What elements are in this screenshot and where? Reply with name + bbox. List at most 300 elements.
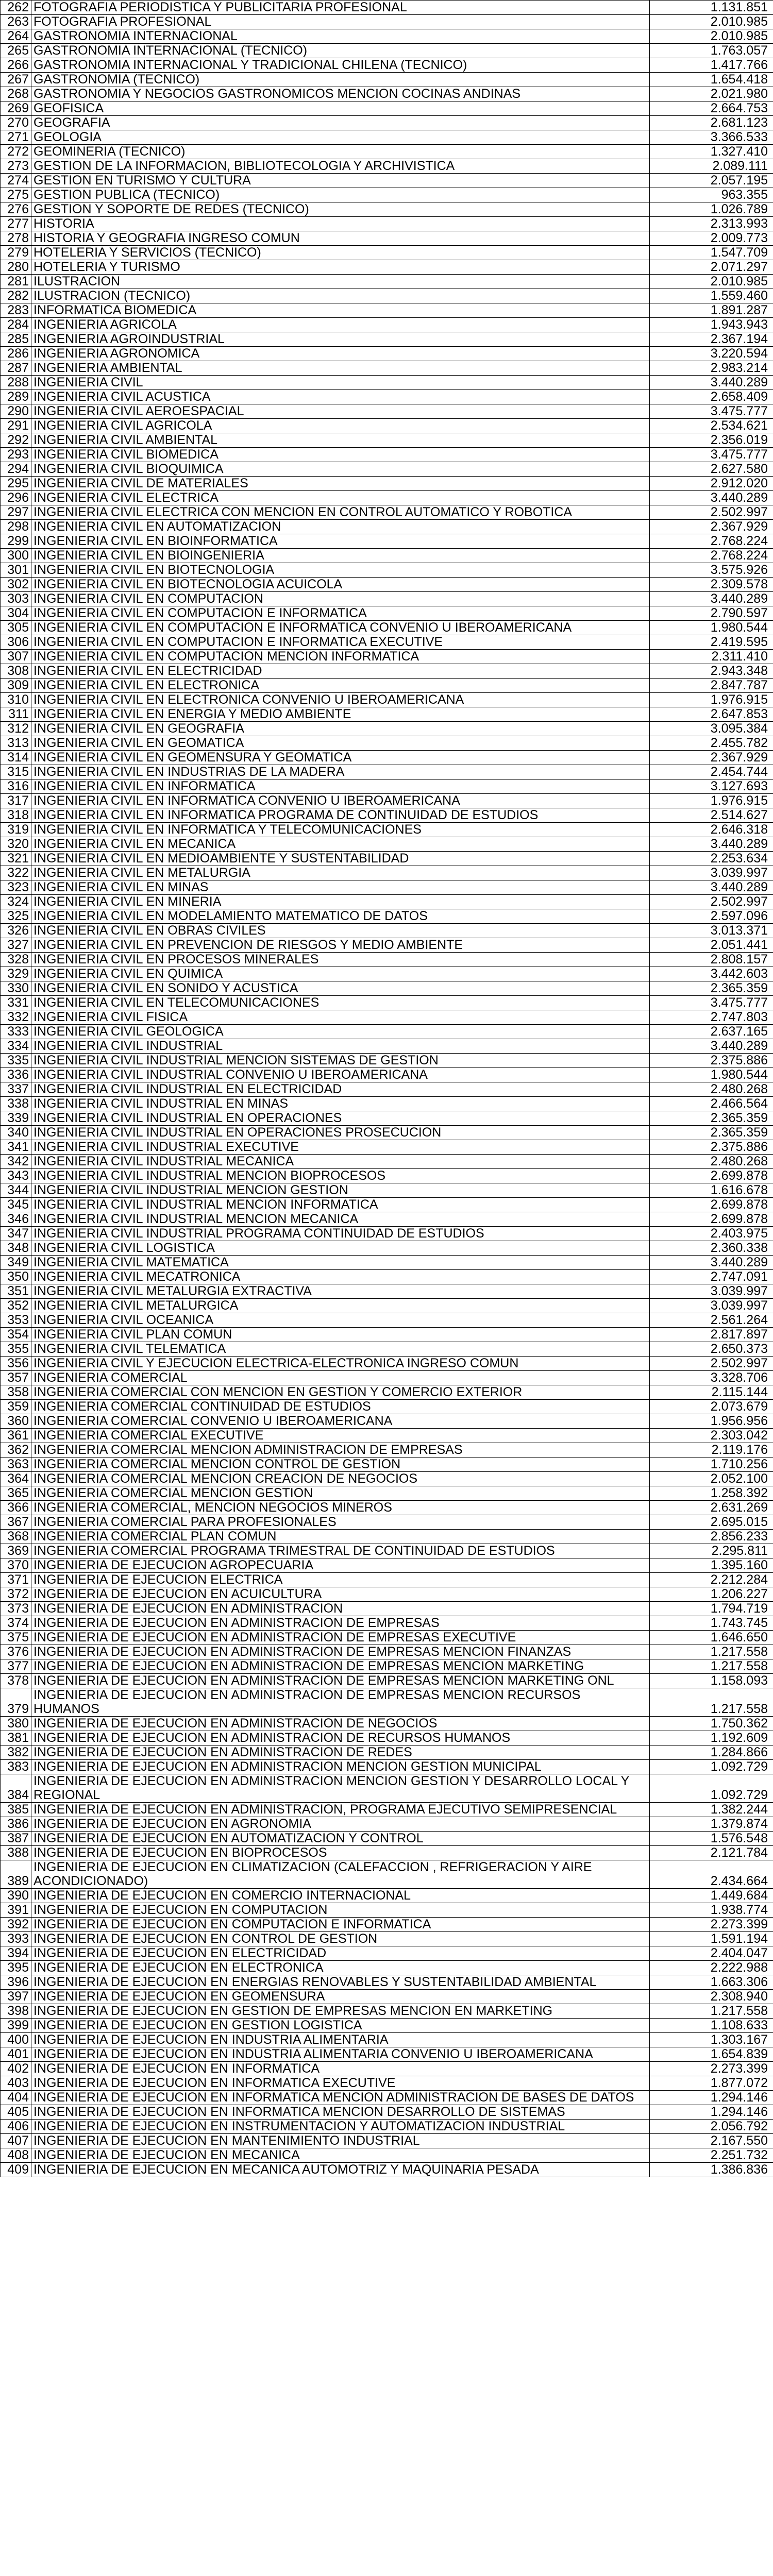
amount-cell[interactable]: 2.480.268	[650, 1082, 773, 1097]
row-number-cell[interactable]: 377	[1, 1659, 31, 1674]
program-name-cell[interactable]: INGENIERIA CIVIL ELECTRICA CON MENCION EN CONTROL AUTOMATICO Y ROBOTICA	[31, 505, 650, 520]
program-name-cell[interactable]: INGENIERIA DE EJECUCION EN INFORMATICA MENCION DESARROLLO DE SISTEMAS	[31, 2105, 650, 2120]
amount-cell[interactable]: 2.480.268	[650, 1155, 773, 1169]
amount-cell[interactable]: 2.403.975	[650, 1227, 773, 1241]
row-number-cell[interactable]: 287	[1, 361, 31, 376]
amount-cell[interactable]: 1.891.287	[650, 303, 773, 318]
row-number-cell[interactable]: 285	[1, 332, 31, 347]
amount-cell[interactable]: 963.355	[650, 188, 773, 202]
amount-cell[interactable]: 3.575.926	[650, 563, 773, 578]
program-name-cell[interactable]: INGENIERIA CIVIL METALURGICA	[31, 1299, 650, 1313]
amount-cell[interactable]: 2.455.782	[650, 736, 773, 751]
program-name-cell[interactable]: INGENIERIA DE EJECUCION EN CONTROL DE GESTION	[31, 1932, 650, 1946]
program-name-cell[interactable]: INGENIERIA DE EJECUCION EN AGRONOMIA	[31, 1817, 650, 1832]
program-name-cell[interactable]: INGENIERIA CIVIL EN MEDIOAMBIENTE Y SUSTENTABILIDAD	[31, 852, 650, 866]
amount-cell[interactable]: 2.367.929	[650, 751, 773, 765]
program-name-cell[interactable]: INGENIERIA CIVIL EN COMPUTACION E INFORMATICA CONVENIO U IBEROAMERICANA	[31, 621, 650, 635]
row-number-cell[interactable]: 360	[1, 1414, 31, 1429]
program-name-cell[interactable]: GASTRONOMIA INTERNACIONAL Y TRADICIONAL CHILENA (TECNICO)	[31, 58, 650, 73]
program-name-cell[interactable]: INGENIERIA CIVIL INDUSTRIAL MENCION SISTEMAS DE GESTION	[31, 1054, 650, 1068]
amount-cell[interactable]: 3.328.706	[650, 1371, 773, 1385]
program-name-cell[interactable]: INGENIERIA DE EJECUCION EN ADMINISTRACION DE EMPRESAS	[31, 1616, 650, 1631]
amount-cell[interactable]: 3.127.693	[650, 779, 773, 794]
program-name-cell[interactable]: INGENIERIA COMERCIAL MENCION GESTION	[31, 1486, 650, 1501]
amount-cell[interactable]: 2.912.020	[650, 477, 773, 491]
row-number-cell[interactable]: 269	[1, 101, 31, 116]
amount-cell[interactable]: 1.750.362	[650, 1717, 773, 1731]
amount-cell[interactable]: 1.382.244	[650, 1803, 773, 1817]
program-name-cell[interactable]: INGENIERIA AGRICOLA	[31, 318, 650, 332]
row-number-cell[interactable]: 281	[1, 275, 31, 289]
row-number-cell[interactable]: 387	[1, 1832, 31, 1846]
program-name-cell[interactable]: INGENIERIA COMERCIAL	[31, 1371, 650, 1385]
amount-cell[interactable]: 2.222.988	[650, 1961, 773, 1975]
row-number-cell[interactable]: 273	[1, 159, 31, 174]
amount-cell[interactable]: 2.010.985	[650, 15, 773, 29]
amount-cell[interactable]: 2.253.634	[650, 852, 773, 866]
row-number-cell[interactable]: 379	[1, 1688, 31, 1717]
program-name-cell[interactable]: INGENIERIA CIVIL Y EJECUCION ELECTRICA-ELECTRONICA INGRESO COMUN	[31, 1357, 650, 1371]
program-name-cell[interactable]: INGENIERIA CIVIL EN ELECTRICIDAD	[31, 664, 650, 679]
amount-cell[interactable]: 1.206.227	[650, 1587, 773, 1602]
row-number-cell[interactable]: 347	[1, 1227, 31, 1241]
program-name-cell[interactable]: GESTION PUBLICA (TECNICO)	[31, 188, 650, 202]
row-number-cell[interactable]: 382	[1, 1745, 31, 1760]
amount-cell[interactable]: 2.597.096	[650, 909, 773, 924]
amount-cell[interactable]: 3.442.603	[650, 967, 773, 981]
row-number-cell[interactable]: 383	[1, 1760, 31, 1774]
row-number-cell[interactable]: 343	[1, 1169, 31, 1183]
amount-cell[interactable]: 2.295.811	[650, 1544, 773, 1558]
program-name-cell[interactable]: INGENIERIA CIVIL EN QUIMICA	[31, 967, 650, 981]
amount-cell[interactable]: 2.365.359	[650, 1126, 773, 1140]
amount-cell[interactable]: 1.131.851	[650, 1, 773, 15]
row-number-cell[interactable]: 349	[1, 1256, 31, 1270]
amount-cell[interactable]: 1.663.306	[650, 1975, 773, 1990]
program-name-cell[interactable]: INGENIERIA DE EJECUCION EN ELECTRONICA	[31, 1961, 650, 1975]
row-number-cell[interactable]: 359	[1, 1400, 31, 1414]
row-number-cell[interactable]: 264	[1, 29, 31, 44]
program-name-cell[interactable]: INGENIERIA DE EJECUCION EN ADMINISTRACION	[31, 1602, 650, 1616]
row-number-cell[interactable]: 386	[1, 1817, 31, 1832]
row-number-cell[interactable]: 338	[1, 1097, 31, 1111]
amount-cell[interactable]: 3.440.289	[650, 491, 773, 505]
program-name-cell[interactable]: INGENIERIA CIVIL INDUSTRIAL EN OPERACIONES PROSECUCION	[31, 1126, 650, 1140]
amount-cell[interactable]: 3.440.289	[650, 837, 773, 852]
row-number-cell[interactable]: 399	[1, 2019, 31, 2033]
row-number-cell[interactable]: 376	[1, 1645, 31, 1659]
amount-cell[interactable]: 2.699.878	[650, 1212, 773, 1227]
row-number-cell[interactable]: 311	[1, 707, 31, 722]
row-number-cell[interactable]: 302	[1, 578, 31, 592]
row-number-cell[interactable]: 380	[1, 1717, 31, 1731]
program-name-cell[interactable]: INGENIERIA CIVIL INDUSTRIAL EXECUTIVE	[31, 1140, 650, 1155]
row-number-cell[interactable]: 405	[1, 2105, 31, 2120]
amount-cell[interactable]: 2.365.359	[650, 1111, 773, 1126]
amount-cell[interactable]: 3.475.777	[650, 448, 773, 462]
amount-cell[interactable]: 1.743.745	[650, 1616, 773, 1631]
row-number-cell[interactable]: 271	[1, 130, 31, 145]
row-number-cell[interactable]: 352	[1, 1299, 31, 1313]
row-number-cell[interactable]: 296	[1, 491, 31, 505]
program-name-cell[interactable]: INGENIERIA CIVIL INDUSTRIAL CONVENIO U IBEROAMERICANA	[31, 1068, 650, 1082]
row-number-cell[interactable]: 348	[1, 1241, 31, 1256]
program-name-cell[interactable]: INGENIERIA CIVIL EN PREVENCION DE RIESGOS Y MEDIO AMBIENTE	[31, 938, 650, 953]
row-number-cell[interactable]: 320	[1, 837, 31, 852]
amount-cell[interactable]: 2.768.224	[650, 534, 773, 549]
program-name-cell[interactable]: ILUSTRACION (TECNICO)	[31, 289, 650, 303]
row-number-cell[interactable]: 409	[1, 2163, 31, 2177]
program-name-cell[interactable]: INGENIERIA CIVIL	[31, 376, 650, 390]
row-number-cell[interactable]: 288	[1, 376, 31, 390]
amount-cell[interactable]: 2.375.886	[650, 1054, 773, 1068]
program-name-cell[interactable]: INGENIERIA DE EJECUCION EN BIOPROCESOS	[31, 1846, 650, 1860]
row-number-cell[interactable]: 366	[1, 1501, 31, 1515]
program-name-cell[interactable]: INGENIERIA DE EJECUCION AGROPECUARIA	[31, 1558, 650, 1573]
row-number-cell[interactable]: 392	[1, 1918, 31, 1932]
amount-cell[interactable]: 3.440.289	[650, 1256, 773, 1270]
program-name-cell[interactable]: HISTORIA Y GEOGRAFIA INGRESO COMUN	[31, 231, 650, 246]
amount-cell[interactable]: 2.514.627	[650, 808, 773, 823]
program-name-cell[interactable]: INGENIERIA CIVIL INDUSTRIAL EN MINAS	[31, 1097, 650, 1111]
row-number-cell[interactable]: 277	[1, 217, 31, 231]
row-number-cell[interactable]: 282	[1, 289, 31, 303]
amount-cell[interactable]: 2.356.019	[650, 433, 773, 448]
amount-cell[interactable]: 1.258.392	[650, 1486, 773, 1501]
row-number-cell[interactable]: 400	[1, 2033, 31, 2047]
amount-cell[interactable]: 1.417.766	[650, 58, 773, 73]
row-number-cell[interactable]: 330	[1, 981, 31, 996]
program-name-cell[interactable]: INGENIERIA CIVIL INDUSTRIAL MENCION INFORMATICA	[31, 1198, 650, 1212]
amount-cell[interactable]: 2.808.157	[650, 953, 773, 967]
amount-cell[interactable]: 1.395.160	[650, 1558, 773, 1573]
program-name-cell[interactable]: INGENIERIA DE EJECUCION EN ADMINISTRACION, PROGRAMA EJECUTIVO SEMIPRESENCIAL	[31, 1803, 650, 1817]
program-name-cell[interactable]: INGENIERIA CIVIL EN INFORMATICA CONVENIO U IBEROAMERICANA	[31, 794, 650, 808]
program-name-cell[interactable]: INGENIERIA DE EJECUCION EN INFORMATICA MENCION ADMINISTRACION DE BASES DE DATOS	[31, 2091, 650, 2105]
amount-cell[interactable]: 1.158.093	[650, 1674, 773, 1688]
row-number-cell[interactable]: 350	[1, 1270, 31, 1284]
row-number-cell[interactable]: 303	[1, 592, 31, 606]
row-number-cell[interactable]: 309	[1, 679, 31, 693]
row-number-cell[interactable]: 341	[1, 1140, 31, 1155]
row-number-cell[interactable]: 361	[1, 1429, 31, 1443]
row-number-cell[interactable]: 388	[1, 1846, 31, 1860]
program-name-cell[interactable]: INGENIERIA CIVIL EN MODELAMIENTO MATEMATICO DE DATOS	[31, 909, 650, 924]
row-number-cell[interactable]: 354	[1, 1328, 31, 1342]
program-name-cell[interactable]: INGENIERIA DE EJECUCION EN ADMINISTRACION DE EMPRESAS MENCION MARKETING	[31, 1659, 650, 1674]
amount-cell[interactable]: 3.039.997	[650, 1284, 773, 1299]
program-name-cell[interactable]: INGENIERIA CIVIL EN COMPUTACION E INFORMATICA	[31, 606, 650, 621]
program-name-cell[interactable]: INGENIERIA DE EJECUCION EN INDUSTRIA ALIMENTARIA CONVENIO U IBEROAMERICANA	[31, 2047, 650, 2062]
row-number-cell[interactable]: 371	[1, 1573, 31, 1587]
row-number-cell[interactable]: 266	[1, 58, 31, 73]
row-number-cell[interactable]: 315	[1, 765, 31, 779]
program-name-cell[interactable]: INGENIERIA COMERCIAL CON MENCION EN GESTION Y COMERCIO EXTERIOR	[31, 1385, 650, 1400]
amount-cell[interactable]: 1.763.057	[650, 44, 773, 58]
row-number-cell[interactable]: 262	[1, 1, 31, 15]
amount-cell[interactable]: 2.010.985	[650, 275, 773, 289]
row-number-cell[interactable]: 401	[1, 2047, 31, 2062]
program-name-cell[interactable]: INGENIERIA DE EJECUCION EN COMPUTACION	[31, 1903, 650, 1918]
row-number-cell[interactable]: 408	[1, 2148, 31, 2163]
amount-cell[interactable]: 2.768.224	[650, 549, 773, 563]
row-number-cell[interactable]: 373	[1, 1602, 31, 1616]
amount-cell[interactable]: 2.308.940	[650, 1990, 773, 2004]
program-name-cell[interactable]: INFORMATICA BIOMEDICA	[31, 303, 650, 318]
program-name-cell[interactable]: GEOMINERIA (TECNICO)	[31, 145, 650, 159]
row-number-cell[interactable]: 397	[1, 1990, 31, 2004]
amount-cell[interactable]: 2.273.399	[650, 1918, 773, 1932]
row-number-cell[interactable]: 398	[1, 2004, 31, 2019]
amount-cell[interactable]: 1.217.558	[650, 1688, 773, 1717]
amount-cell[interactable]: 2.073.679	[650, 1400, 773, 1414]
program-name-cell[interactable]: FOTOGRAFIA PROFESIONAL	[31, 15, 650, 29]
row-number-cell[interactable]: 375	[1, 1631, 31, 1645]
row-number-cell[interactable]: 407	[1, 2134, 31, 2148]
program-name-cell[interactable]: INGENIERIA DE EJECUCION EN INSTRUMENTACION Y AUTOMATIZACION INDUSTRIAL	[31, 2120, 650, 2134]
program-name-cell[interactable]: HISTORIA	[31, 217, 650, 231]
row-number-cell[interactable]: 325	[1, 909, 31, 924]
amount-cell[interactable]: 3.095.384	[650, 722, 773, 736]
row-number-cell[interactable]: 332	[1, 1010, 31, 1025]
amount-cell[interactable]: 2.365.359	[650, 981, 773, 996]
amount-cell[interactable]: 2.115.144	[650, 1385, 773, 1400]
row-number-cell[interactable]: 365	[1, 1486, 31, 1501]
amount-cell[interactable]: 2.311.410	[650, 650, 773, 664]
row-number-cell[interactable]: 335	[1, 1054, 31, 1068]
amount-cell[interactable]: 2.367.194	[650, 332, 773, 347]
program-name-cell[interactable]: GESTION Y SOPORTE DE REDES (TECNICO)	[31, 202, 650, 217]
program-name-cell[interactable]: INGENIERIA COMERCIAL CONTINUIDAD DE ESTUDIOS	[31, 1400, 650, 1414]
amount-cell[interactable]: 2.847.787	[650, 679, 773, 693]
row-number-cell[interactable]: 342	[1, 1155, 31, 1169]
amount-cell[interactable]: 2.664.753	[650, 101, 773, 116]
amount-cell[interactable]: 1.576.548	[650, 1832, 773, 1846]
row-number-cell[interactable]: 329	[1, 967, 31, 981]
row-number-cell[interactable]: 396	[1, 1975, 31, 1990]
row-number-cell[interactable]: 299	[1, 534, 31, 549]
row-number-cell[interactable]: 344	[1, 1183, 31, 1198]
program-name-cell[interactable]: INGENIERIA DE EJECUCION EN ACUICULTURA	[31, 1587, 650, 1602]
row-number-cell[interactable]: 391	[1, 1903, 31, 1918]
program-name-cell[interactable]: INGENIERIA CIVIL EN TELECOMUNICACIONES	[31, 996, 650, 1010]
program-name-cell[interactable]: INGENIERIA CIVIL METALURGIA EXTRACTIVA	[31, 1284, 650, 1299]
program-name-cell[interactable]: INGENIERIA CIVIL EN ELECTRONICA CONVENIO U IBEROAMERICANA	[31, 693, 650, 707]
amount-cell[interactable]: 1.449.684	[650, 1889, 773, 1903]
row-number-cell[interactable]: 346	[1, 1212, 31, 1227]
row-number-cell[interactable]: 393	[1, 1932, 31, 1946]
program-name-cell[interactable]: INGENIERIA CIVIL EN ELECTRONICA	[31, 679, 650, 693]
row-number-cell[interactable]: 402	[1, 2062, 31, 2076]
amount-cell[interactable]: 1.794.719	[650, 1602, 773, 1616]
row-number-cell[interactable]: 356	[1, 1357, 31, 1371]
program-name-cell[interactable]: INGENIERIA AGROINDUSTRIAL	[31, 332, 650, 347]
program-name-cell[interactable]: GEOLOGIA	[31, 130, 650, 145]
program-name-cell[interactable]: INGENIERIA CIVIL EN BIOTECNOLOGIA ACUICOLA	[31, 578, 650, 592]
program-name-cell[interactable]: GEOGRAFIA	[31, 116, 650, 130]
row-number-cell[interactable]: 270	[1, 116, 31, 130]
program-name-cell[interactable]: INGENIERIA CIVIL EN INFORMATICA PROGRAMA DE CONTINUIDAD DE ESTUDIOS	[31, 808, 650, 823]
amount-cell[interactable]: 1.980.544	[650, 1068, 773, 1082]
amount-cell[interactable]: 1.938.774	[650, 1903, 773, 1918]
amount-cell[interactable]: 2.658.409	[650, 390, 773, 404]
amount-cell[interactable]: 2.057.195	[650, 174, 773, 188]
program-name-cell[interactable]: GEOFISICA	[31, 101, 650, 116]
amount-cell[interactable]: 2.747.803	[650, 1010, 773, 1025]
program-name-cell[interactable]: ILUSTRACION	[31, 275, 650, 289]
row-number-cell[interactable]: 390	[1, 1889, 31, 1903]
amount-cell[interactable]: 2.212.284	[650, 1573, 773, 1587]
row-number-cell[interactable]: 301	[1, 563, 31, 578]
row-number-cell[interactable]: 340	[1, 1126, 31, 1140]
program-name-cell[interactable]: INGENIERIA CIVIL GEOLOGICA	[31, 1025, 650, 1039]
row-number-cell[interactable]: 280	[1, 260, 31, 275]
amount-cell[interactable]: 2.502.997	[650, 895, 773, 909]
amount-cell[interactable]: 1.646.650	[650, 1631, 773, 1645]
program-name-cell[interactable]: INGENIERIA CIVIL EN INFORMATICA Y TELECOMUNICACIONES	[31, 823, 650, 837]
row-number-cell[interactable]: 318	[1, 808, 31, 823]
program-name-cell[interactable]: INGENIERIA CIVIL EN INFORMATICA	[31, 779, 650, 794]
program-name-cell[interactable]: INGENIERIA CIVIL EN OBRAS CIVILES	[31, 924, 650, 938]
amount-cell[interactable]: 2.303.042	[650, 1429, 773, 1443]
program-name-cell[interactable]: INGENIERIA CIVIL INDUSTRIAL MENCION GESTION	[31, 1183, 650, 1198]
row-number-cell[interactable]: 326	[1, 924, 31, 938]
program-name-cell[interactable]: INGENIERIA CIVIL AGRICOLA	[31, 419, 650, 433]
amount-cell[interactable]: 2.502.997	[650, 1357, 773, 1371]
amount-cell[interactable]: 3.220.594	[650, 347, 773, 361]
row-number-cell[interactable]: 300	[1, 549, 31, 563]
amount-cell[interactable]: 1.108.633	[650, 2019, 773, 2033]
row-number-cell[interactable]: 364	[1, 1472, 31, 1486]
program-name-cell[interactable]: INGENIERIA DE EJECUCION EN INFORMATICA EXECUTIVE	[31, 2076, 650, 2091]
row-number-cell[interactable]: 357	[1, 1371, 31, 1385]
row-number-cell[interactable]: 394	[1, 1946, 31, 1961]
amount-cell[interactable]: 2.466.564	[650, 1097, 773, 1111]
row-number-cell[interactable]: 368	[1, 1530, 31, 1544]
amount-cell[interactable]: 1.616.678	[650, 1183, 773, 1198]
program-name-cell[interactable]: INGENIERIA CIVIL EN GEOMATICA	[31, 736, 650, 751]
row-number-cell[interactable]: 385	[1, 1803, 31, 1817]
program-name-cell[interactable]: INGENIERIA CIVIL EN METALURGIA	[31, 866, 650, 880]
amount-cell[interactable]: 2.367.929	[650, 520, 773, 534]
amount-cell[interactable]: 2.251.732	[650, 2148, 773, 2163]
amount-cell[interactable]: 1.976.915	[650, 693, 773, 707]
program-name-cell[interactable]: INGENIERIA CIVIL AMBIENTAL	[31, 433, 650, 448]
program-name-cell[interactable]: INGENIERIA DE EJECUCION EN ADMINISTRACION DE NEGOCIOS	[31, 1717, 650, 1731]
row-number-cell[interactable]: 406	[1, 2120, 31, 2134]
amount-cell[interactable]: 2.699.878	[650, 1198, 773, 1212]
row-number-cell[interactable]: 323	[1, 880, 31, 895]
program-name-cell[interactable]: INGENIERIA DE EJECUCION EN ADMINISTRACION DE EMPRESAS MENCION FINANZAS	[31, 1645, 650, 1659]
row-number-cell[interactable]: 297	[1, 505, 31, 520]
amount-cell[interactable]: 1.591.194	[650, 1932, 773, 1946]
row-number-cell[interactable]: 324	[1, 895, 31, 909]
row-number-cell[interactable]: 378	[1, 1674, 31, 1688]
row-number-cell[interactable]: 308	[1, 664, 31, 679]
row-number-cell[interactable]: 345	[1, 1198, 31, 1212]
program-name-cell[interactable]: INGENIERIA CIVIL INDUSTRIAL MENCION BIOPROCESOS	[31, 1169, 650, 1183]
row-number-cell[interactable]: 295	[1, 477, 31, 491]
program-name-cell[interactable]: INGENIERIA DE EJECUCION EN MECANICA AUTOMOTRIZ Y MAQUINARIA PESADA	[31, 2163, 650, 2177]
row-number-cell[interactable]: 278	[1, 231, 31, 246]
amount-cell[interactable]: 1.092.729	[650, 1760, 773, 1774]
amount-cell[interactable]: 1.294.146	[650, 2105, 773, 2120]
amount-cell[interactable]: 3.440.289	[650, 376, 773, 390]
program-name-cell[interactable]: INGENIERIA DE EJECUCION EN COMERCIO INTERNACIONAL	[31, 1889, 650, 1903]
amount-cell[interactable]: 1.303.167	[650, 2033, 773, 2047]
row-number-cell[interactable]: 363	[1, 1458, 31, 1472]
program-name-cell[interactable]: INGENIERIA CIVIL EN SONIDO Y ACUSTICA	[31, 981, 650, 996]
program-name-cell[interactable]: GASTRONOMIA INTERNACIONAL	[31, 29, 650, 44]
amount-cell[interactable]: 1.976.915	[650, 794, 773, 808]
program-name-cell[interactable]: INGENIERIA DE EJECUCION EN ADMINISTRACION DE EMPRESAS EXECUTIVE	[31, 1631, 650, 1645]
row-number-cell[interactable]: 284	[1, 318, 31, 332]
amount-cell[interactable]: 1.710.256	[650, 1458, 773, 1472]
row-number-cell[interactable]: 322	[1, 866, 31, 880]
amount-cell[interactable]: 2.817.897	[650, 1328, 773, 1342]
program-name-cell[interactable]: INGENIERIA CIVIL EN MECANICA	[31, 837, 650, 852]
amount-cell[interactable]: 2.502.997	[650, 505, 773, 520]
program-name-cell[interactable]: INGENIERIA CIVIL INDUSTRIAL EN ELECTRICIDAD	[31, 1082, 650, 1097]
program-name-cell[interactable]: INGENIERIA CIVIL INDUSTRIAL	[31, 1039, 650, 1054]
program-name-cell[interactable]: GASTRONOMIA Y NEGOCIOS GASTRONOMICOS MENCION COCINAS ANDINAS	[31, 87, 650, 101]
amount-cell[interactable]: 1.547.709	[650, 246, 773, 260]
row-number-cell[interactable]: 370	[1, 1558, 31, 1573]
program-name-cell[interactable]: INGENIERIA DE EJECUCION EN ADMINISTRACION MENCION GESTION Y DESARROLLO LOCAL Y REGIONAL	[31, 1774, 650, 1803]
amount-cell[interactable]: 1.980.544	[650, 621, 773, 635]
amount-cell[interactable]: 2.010.985	[650, 29, 773, 44]
amount-cell[interactable]: 1.877.072	[650, 2076, 773, 2091]
amount-cell[interactable]: 2.051.441	[650, 938, 773, 953]
row-number-cell[interactable]: 331	[1, 996, 31, 1010]
row-number-cell[interactable]: 305	[1, 621, 31, 635]
row-number-cell[interactable]: 290	[1, 404, 31, 419]
amount-cell[interactable]: 1.217.558	[650, 1645, 773, 1659]
program-name-cell[interactable]: INGENIERIA CIVIL TELEMATICA	[31, 1342, 650, 1357]
amount-cell[interactable]: 2.856.233	[650, 1530, 773, 1544]
row-number-cell[interactable]: 317	[1, 794, 31, 808]
amount-cell[interactable]: 2.650.373	[650, 1342, 773, 1357]
program-name-cell[interactable]: INGENIERIA DE EJECUCION EN GESTION LOGISTICA	[31, 2019, 650, 2033]
amount-cell[interactable]: 2.071.297	[650, 260, 773, 275]
amount-cell[interactable]: 2.454.744	[650, 765, 773, 779]
amount-cell[interactable]: 2.313.993	[650, 217, 773, 231]
program-name-cell[interactable]: INGENIERIA CIVIL AEROESPACIAL	[31, 404, 650, 419]
row-number-cell[interactable]: 304	[1, 606, 31, 621]
program-name-cell[interactable]: INGENIERIA CIVIL MECATRONICA	[31, 1270, 650, 1284]
program-name-cell[interactable]: INGENIERIA CIVIL INDUSTRIAL EN OPERACIONES	[31, 1111, 650, 1126]
row-number-cell[interactable]: 274	[1, 174, 31, 188]
program-name-cell[interactable]: INGENIERIA DE EJECUCION EN ADMINISTRACION MENCION GESTION MUNICIPAL	[31, 1760, 650, 1774]
row-number-cell[interactable]: 395	[1, 1961, 31, 1975]
row-number-cell[interactable]: 276	[1, 202, 31, 217]
row-number-cell[interactable]: 310	[1, 693, 31, 707]
amount-cell[interactable]: 2.121.784	[650, 1846, 773, 1860]
row-number-cell[interactable]: 333	[1, 1025, 31, 1039]
program-name-cell[interactable]: INGENIERIA AMBIENTAL	[31, 361, 650, 376]
program-name-cell[interactable]: GASTRONOMIA INTERNACIONAL (TECNICO)	[31, 44, 650, 58]
program-name-cell[interactable]: INGENIERIA DE EJECUCION EN ADMINISTRACION DE EMPRESAS MENCION RECURSOS HUMANOS	[31, 1688, 650, 1717]
amount-cell[interactable]: 1.284.866	[650, 1745, 773, 1760]
amount-cell[interactable]: 2.273.399	[650, 2062, 773, 2076]
row-number-cell[interactable]: 268	[1, 87, 31, 101]
program-name-cell[interactable]: INGENIERIA COMERCIAL CONVENIO U IBEROAMERICANA	[31, 1414, 650, 1429]
row-number-cell[interactable]: 291	[1, 419, 31, 433]
amount-cell[interactable]: 2.375.886	[650, 1140, 773, 1155]
row-number-cell[interactable]: 355	[1, 1342, 31, 1357]
program-name-cell[interactable]: INGENIERIA CIVIL EN COMPUTACION	[31, 592, 650, 606]
amount-cell[interactable]: 1.327.410	[650, 145, 773, 159]
